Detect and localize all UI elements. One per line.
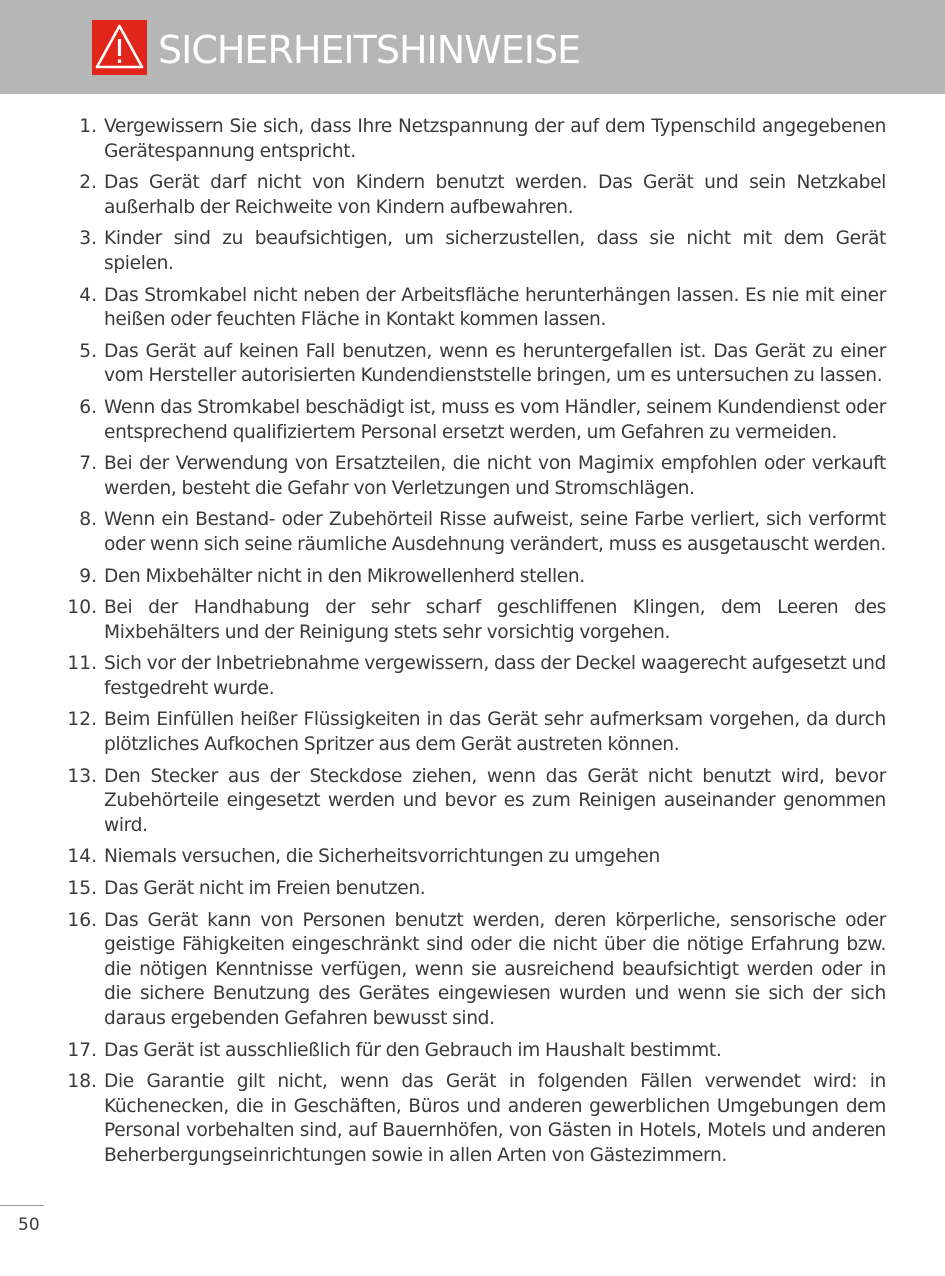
- item-number: 17.: [67, 1039, 97, 1061]
- item-text: Das Gerät kann von Personen benutzt werden, deren körperliche, sensorische oder geistige Fähigkeiten eingeschränkt sind oder die nicht über die nötige Erfahrung bzw. die nötigen Kenntnisse verfügen, wenn sie ausreichend beaufsichtigt werden oder in die sichere Benutzung des Gerätes eingewiesen wurden und wenn sie sich der sich daraus ergebenden Gefahren bewusst sind.: [104, 909, 886, 1029]
- list-item: [0, 508, 886, 557]
- list-item: [0, 227, 886, 276]
- item-number: 8.: [79, 509, 97, 531]
- page-title: SICHERHEITSHINWEISE: [158, 28, 581, 72]
- item-number: 4.: [79, 284, 97, 306]
- list-item: [0, 652, 886, 701]
- item-text: Kinder sind zu beaufsichtigen, um sicherzustellen, dass sie nicht mit dem Gerät spielen.: [104, 228, 886, 274]
- item-text: Sich vor der Inbetriebnahme vergewissern, dass der Deckel waagerecht aufgesetzt und festgedreht wurde.: [104, 653, 886, 699]
- item-text: Das Gerät ist ausschließlich für den Gebrauch im Haushalt bestimmt.: [104, 1039, 722, 1061]
- list-item: [0, 396, 886, 445]
- item-text: Das Stromkabel nicht neben der Arbeitsfläche herunterhängen lassen. Es nie mit einer heißen oder feuchten Fläche in Kontakt kommen lassen.: [104, 284, 886, 331]
- list-item: [0, 765, 886, 839]
- list-item: [0, 171, 886, 220]
- header-banner: [0, 0, 945, 94]
- list-item: [0, 284, 886, 333]
- item-number: 1.: [79, 116, 97, 137]
- list-item: [0, 1039, 886, 1064]
- item-number: 14.: [67, 846, 97, 868]
- item-text: Bei der Verwendung von Ersatzteilen, die nicht von Magimix empfohlen oder verkauft werden, besteht die Gefahr von Verletzungen und Stromschlägen.: [104, 453, 886, 499]
- list-item: [0, 877, 886, 902]
- item-number: 3.: [79, 228, 97, 250]
- item-text: Die Garantie gilt nicht, wenn das Gerät in folgenden Fällen verwendet wird: in Küchenecken, die in Geschäften, Büros und anderen gewerblichen Umgebungen dem Personal vorbehalten sind, auf Bauernhöfen, von Gästen in Hotels, Motels und anderen Beherbergungseinrichtungen sowie in allen Arten von Gästezimmern.: [104, 1071, 886, 1166]
- item-number: 16.: [67, 909, 97, 931]
- item-number: 13.: [67, 765, 97, 787]
- item-text: Wenn das Stromkabel beschädigt ist, muss es vom Händler, seinem Kundendienst oder entsprechend qualifiziertem Personal ersetzt werden, um Gefahren zu vermeiden.: [104, 396, 886, 443]
- item-text: Vergewissern Sie sich, dass Ihre Netzspannung der auf dem Typenschild angegebenen Gerätespannung entspricht.: [104, 116, 886, 162]
- item-text: Bei der Handhabung der sehr scharf geschliffenen Klingen, dem Leeren des Mixbehälters und der Reinigung stets sehr vorsichtig vorgehen.: [104, 597, 886, 643]
- safety-instructions-list: [0, 115, 945, 1176]
- item-number: 11.: [67, 653, 97, 675]
- item-text: Niemals versuchen, die Sicherheitsvorrichtungen zu umgehen: [104, 846, 660, 868]
- list-item: [0, 340, 886, 389]
- item-number: 5.: [79, 340, 97, 362]
- item-number: 6.: [79, 396, 97, 418]
- item-number: 2.: [79, 172, 97, 194]
- item-text: Den Stecker aus der Steckdose ziehen, wenn das Gerät nicht benutzt wird, bevor Zubehörteile eingesetzt werden und bevor es zum Reinigen auseinander genommen wird.: [104, 765, 886, 836]
- list-item: [0, 909, 886, 1032]
- item-text: Beim Einfüllen heißer Flüssigkeiten in das Gerät sehr aufmerksam vorgehen, da durch plötzliches Aufkochen Spritzer aus dem Gerät austreten können.: [104, 709, 886, 756]
- item-number: 10.: [67, 597, 97, 619]
- item-number: 9.: [79, 565, 97, 587]
- item-text: Das Gerät auf keinen Fall benutzen, wenn es heruntergefallen ist. Das Gerät zu einer vom Hersteller autorisierten Kundendienststelle bringen, um es untersuchen zu lassen.: [104, 340, 886, 387]
- list-item: [0, 708, 886, 757]
- list-item: [0, 565, 886, 590]
- page-number: 50: [18, 1215, 40, 1235]
- item-number: 12.: [67, 709, 97, 731]
- item-text: Wenn ein Bestand- oder Zubehörteil Risse aufweist, seine Farbe verliert, sich verformt oder wenn sich seine räumliche Ausdehnung verändert, muss es ausgetauscht werden.: [104, 509, 886, 555]
- item-text: Das Gerät nicht im Freien benutzen.: [104, 878, 426, 900]
- page-number-divider: [0, 1205, 44, 1206]
- item-number: 18.: [67, 1071, 97, 1093]
- warning-icon: [92, 20, 147, 75]
- item-text: Den Mixbehälter nicht in den Mikrowellenherd stellen.: [104, 565, 585, 587]
- list-item: [0, 452, 886, 501]
- list-item: [0, 596, 886, 645]
- list-item: [0, 1070, 886, 1168]
- list-item: [0, 845, 886, 870]
- item-number: 7.: [79, 453, 97, 475]
- item-text: Das Gerät darf nicht von Kindern benutzt werden. Das Gerät und sein Netzkabel außerhalb der Reichweite von Kindern aufbewahren.: [104, 172, 886, 218]
- list-item: [0, 115, 886, 164]
- item-number: 15.: [67, 878, 97, 900]
